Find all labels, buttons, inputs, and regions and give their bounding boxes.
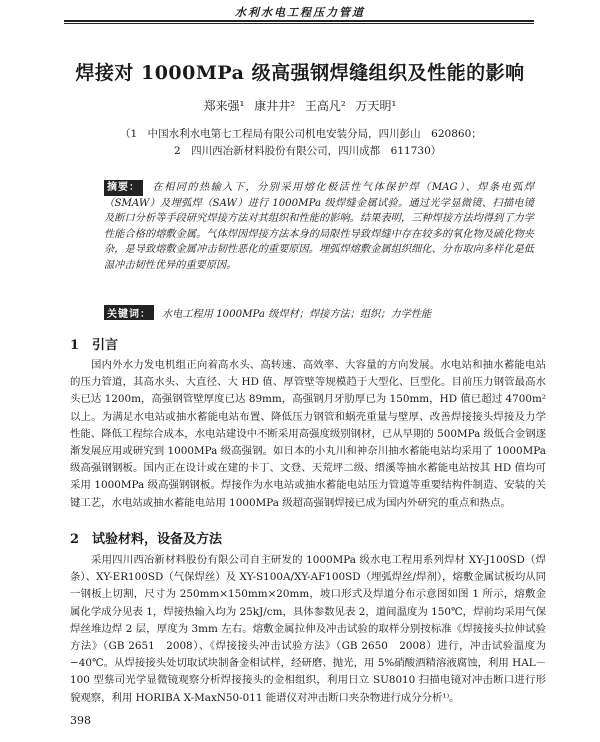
page-number: 398 [70, 714, 91, 727]
author: 康井井² [254, 99, 296, 113]
running-header: 水利水电工程压力管道 [235, 6, 365, 19]
keywords-text: 水电工程用 1000MPa 级焊材；焊接方法；组织；力学性能 [162, 309, 432, 320]
section-body-materials: 采用四川西冶新材料股份有限公司自主研发的 1000MPa 级水电工程用系列焊材 XY-J100SD（焊条）、XY-ER100SD（气保焊丝）及 XY-S100A/XY-AF100SD（埋弧焊丝/焊剂），熔敷金属试板均从同一钢板上切割，尺寸为 250mm×150mm×20mm，坡口形式及焊道分布示意图如图 1 所示，熔敷金属化学成分见表 1，焊接热输入均为 25kJ/cm，具体参数见表 2，道间温度为 150℃，焊前均采用气保焊丝堆边焊 2 层，厚度为 3mm 左右。熔敷金属拉伸及冲击试验的取样分别按标准《焊接接头拉伸试验方法》（GB 2651 2008）、《焊接接头冲击试验方法》（GB 2650 2008）进行，冲击试验温度为 −40℃。从焊接接头处切取试块制备金相试样，经研磨、抛光，用 5%硝酸酒精溶液腐蚀，利用 HAL－100 型蔡司光学显微镜观察分析焊接接头的金相组织，利用日立 SU8010 扫描电镜对冲击断口进行形貌观察，利用 HORIBA X-MaxN50-011 能谱仪对冲击断口夹杂物进行成分分析¹⁾。 [70, 554, 546, 704]
author: 万天明¹ [355, 99, 397, 113]
abstract-text: 在相同的热输入下，分别采用熔化极活性气体保护焊（MAG）、焊条电弧焊（SMAW）及埋弧焊（SAW）进行 1000MPa 级焊缝金属试验。通过光学显微镜、扫描电镜及断口分析等手段研究焊接方法对其组织和性能的影响。结果表明，三种焊接方法均得到了力学性能合格的熔敷金属。气体焊因焊接方法本身的局限性导致焊缝中存在较多的氧化物及硫化物夹杂，是导致熔敷金属冲击韧性恶化的重要原因。埋弧焊熔敷金属组织细化、分布取向多样化是低温冲击韧性优异的重要原因。 [104, 182, 534, 271]
section-heading-introduction: 1 引言 [70, 338, 119, 353]
abstract [104, 180, 534, 274]
keywords [104, 305, 534, 320]
keywords-label: 关键词： [104, 305, 154, 320]
author: 郑来强¹ [203, 99, 245, 113]
header-rule-thin [64, 23, 534, 24]
abstract-label: 摘要： [104, 180, 143, 196]
section-body-introduction: 国内外水力发电机组正向着高水头、高转速、高效率、大容量的方向发展。水电站和抽水蓄能电站的压力管道，其高水头、大直径、大 HD 值、厚管壁等规模趋于大型化、巨型化。目前压力钢管最高水头已达 1200m，高强钢管壁厚度已达 89mm，高强钢月牙肋厚已为 150mm，HD 值已超过 4700m²以上。为满足水电站或抽水蓄能电站布置、降低压力钢管和蜗壳重量与壁厚、改善焊接接头焊接及力学性能、降低工程综合成本，水电站建设中不断采用高强度级别钢材，已从早期的 500MPa 级低合金钢逐渐发展应用或研究到 1000MPa 级高强钢。如日本的小丸川和神奈川抽水蓄能电站均采用了 1000MPa 级高强钢钢板。国内正在设计或在建的卡丁、文登、天荒坪二级、缙溪等抽水蓄能电站按其 HD 值均可采用 1000MPa 级高强钢钢板。焊接作为水电站或抽水蓄能电站压力管道等重要结构件制造、安装的关键工艺，水电站或抽水蓄能电站用 1000MPa 级超高强钢焊接已成为国内外研究的重点和热点。 [70, 359, 546, 509]
affiliation-1: （1 中国水利水电第七工程局有限公司机电安装分局，四川彭山 620860； [120, 128, 482, 140]
author-list [0, 97, 600, 114]
header-rule [64, 20, 534, 22]
section-heading-materials: 2 试验材料，设备及方法 [70, 532, 223, 547]
author: 王高凡² [304, 99, 346, 113]
affiliation-2: 2 四川西冶新材料股份有限公司，四川成都 611730） [174, 145, 442, 157]
paper-title: 焊接对 1000MPa 级高强钢焊缝组织及性能的影响 [75, 62, 525, 84]
